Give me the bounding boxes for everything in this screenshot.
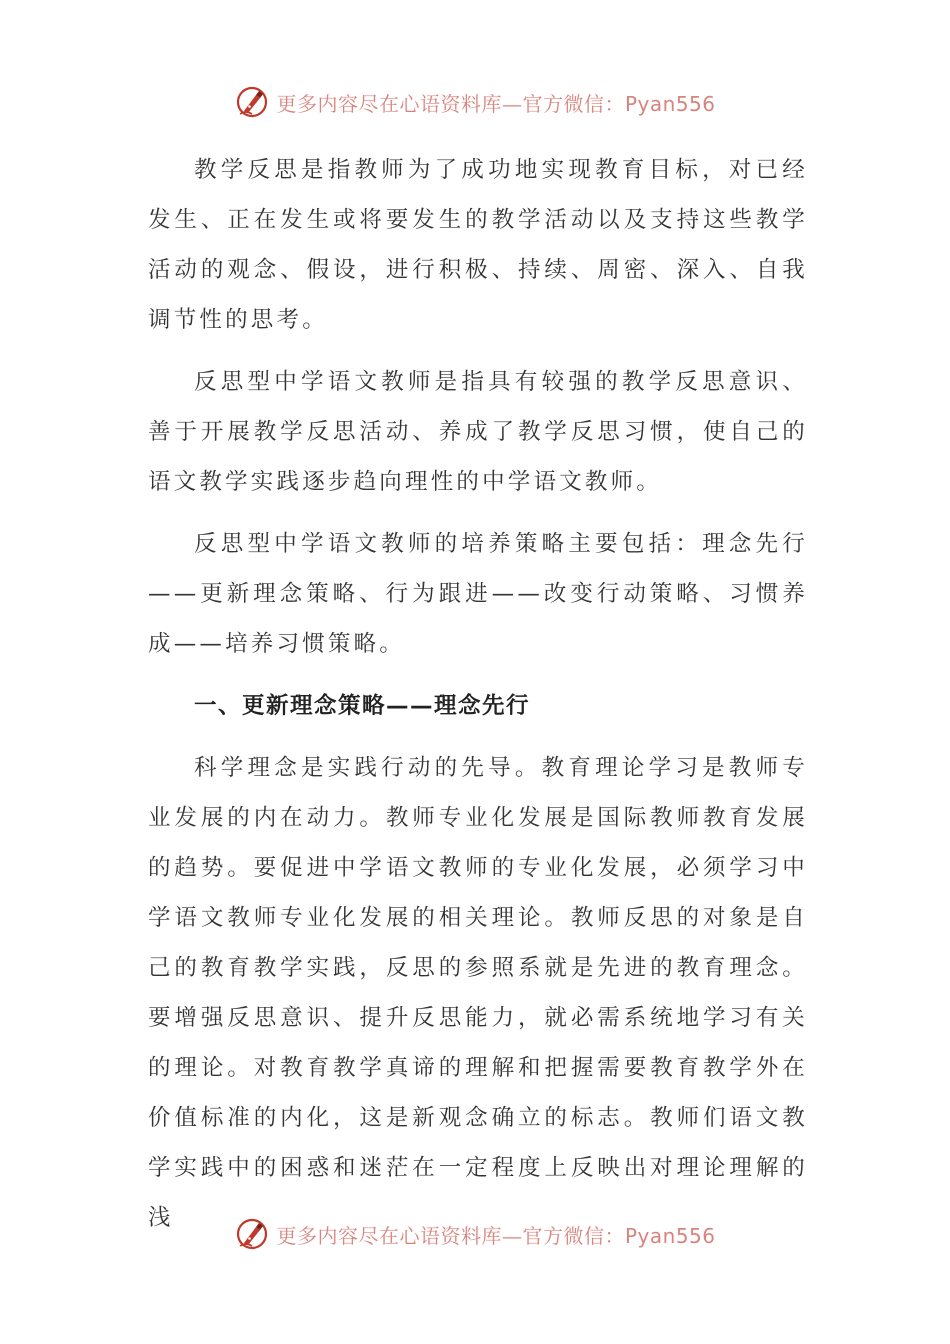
footer-separator: — xyxy=(501,1223,523,1248)
section-heading: 一、更新理念策略——理念先行 xyxy=(194,693,531,719)
footer-wechat-label: 官方微信： xyxy=(522,1223,625,1248)
header-wechat-label: 官方微信： xyxy=(522,91,625,116)
header-library-text: 更多内容尽在心语资料库 xyxy=(276,91,502,116)
header-separator: — xyxy=(501,91,523,116)
body-paragraph-2: 反思型中学语文教师是指具有较强的教学反思意识、善于开展教学反思活动、养成了教学反思习惯，使自己的语文教学实践逐步趋向理性的中学语文教师。 xyxy=(148,369,808,495)
body-paragraph-1: 教学反思是指教师为了成功地实现教育目标，对已经发生、正在发生或将要发生的教学活动以及支持这些教学活动的观念、假设，进行积极、持续、周密、深入、自我调节性的思考。 xyxy=(148,157,808,333)
header-banner xyxy=(0,80,950,124)
footer-banner-text xyxy=(276,1220,715,1249)
document-body xyxy=(148,145,808,1255)
header-wechat-id: Pyan556 xyxy=(624,91,716,116)
header-banner-text xyxy=(276,88,715,117)
body-paragraph-3: 反思型中学语文教师的培养策略主要包括：理念先行——更新理念策略、行为跟进——改变行动策略、习惯养成——培养习惯策略。 xyxy=(148,531,808,657)
pen-nib-logo-icon xyxy=(234,1216,270,1252)
section-paragraph: 科学理念是实践行动的先导。教育理论学习是教师专业发展的内在动力。教师专业化发展是国际教师教育发展的趋势。要促进中学语文教师的专业化发展，必须学习中学语文教师专业化发展的相关理论。教师反思的对象是自己的教育教学实践，反思的参照系就是先进的教育理念。要增强反思意识、提升反思能力，就必需系统地学习有关的理论。对教育教学真谛的理解和把握需要教育教学外在价值标准的内化，这是新观念确立的标志。教师们语文教学实践中的困惑和迷茫在一定程度上反映出对理论理解的浅 xyxy=(148,755,808,1231)
pen-nib-logo-icon xyxy=(234,84,270,120)
footer-banner xyxy=(0,1212,950,1256)
footer-wechat-id: Pyan556 xyxy=(624,1223,716,1248)
footer-library-text: 更多内容尽在心语资料库 xyxy=(276,1223,502,1248)
